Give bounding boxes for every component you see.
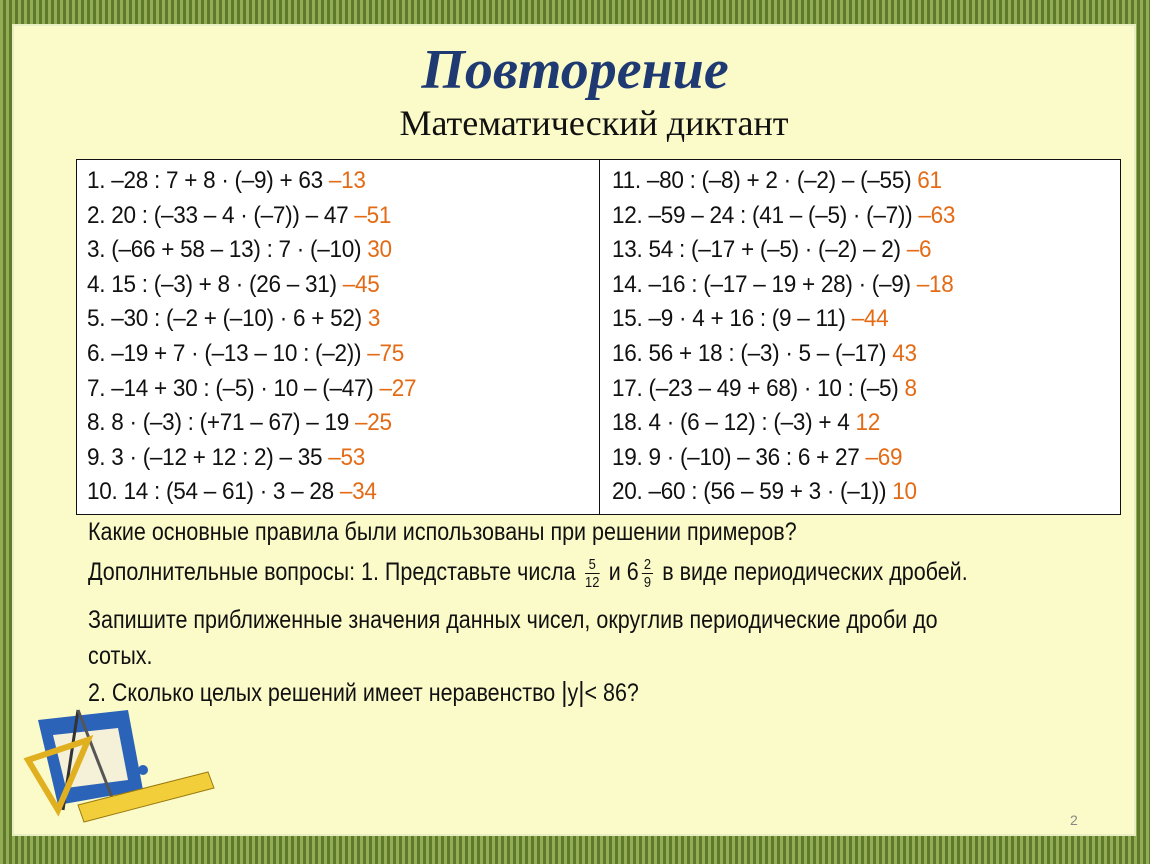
table-row: 15. –9 · 4 + 16 : (9 – 11) –44 xyxy=(612,305,889,333)
table-row: 5. –30 : (–2 + (–10) · 6 + 52) 3 xyxy=(87,305,381,333)
table-column-left xyxy=(77,160,600,514)
pin-icon xyxy=(138,765,148,775)
table-row: 18. 4 · (6 – 12) : (–3) + 4 12 xyxy=(612,409,881,437)
table-column-right xyxy=(600,160,1122,514)
question-fractions: Дополнительные вопросы: 1. Представьте числа $\frac{5}{12}$ и 6 $\frac{2}{9}$ в виде периодических дробей. xyxy=(88,556,968,591)
answer: 8 xyxy=(904,374,917,402)
answer: 12 xyxy=(855,409,881,437)
answer: –44 xyxy=(851,305,889,333)
table-row: 6. –19 + 7 · (–13 – 10 : (–2)) –75 xyxy=(87,339,405,367)
answer: –53 xyxy=(328,443,366,471)
page-number: 2 xyxy=(1070,812,1078,828)
fraction-5-12: $\frac{5}{12}$ xyxy=(585,556,600,591)
table-row: 4. 15 : (–3) + 8 · (26 – 31) –45 xyxy=(87,270,380,298)
fraction-2-9: $\frac{2}{9}$ xyxy=(643,556,652,591)
table-row: 2. 20 : (–33 – 4 · (–7)) – 47 –51 xyxy=(87,201,392,229)
answer: 43 xyxy=(892,339,917,367)
table-row: 19. 9 · (–10) – 36 : 6 + 27 –69 xyxy=(612,443,903,471)
table-row: 20. –60 : (56 – 59 + 3 · (–1)) 10 xyxy=(612,478,917,506)
table-row: 10. 14 : (54 – 61) · 3 – 28 –34 xyxy=(87,478,377,506)
answer: –45 xyxy=(342,270,380,298)
table-row: 3. (–66 + 58 – 13) : 7 · (–10) 30 xyxy=(87,236,392,264)
question-rules: Какие основные правила были использованы при решении примеров? xyxy=(88,518,797,546)
answer: –27 xyxy=(379,374,417,402)
page-subtitle: Математический диктант xyxy=(399,103,789,143)
school-supplies-illustration xyxy=(18,700,218,830)
question-rounding-line2: сотых. xyxy=(88,642,153,670)
answer: 3 xyxy=(367,305,381,333)
answer: –25 xyxy=(354,409,392,437)
question-inequality: 2. Сколько целых решений имеет неравенство |y|< 86? xyxy=(88,676,639,707)
answer: –63 xyxy=(918,201,956,229)
table-row: 11. –80 : (–8) + 2 · (–2) – (–55) 61 xyxy=(612,167,942,194)
table-row: 13. 54 : (–17 + (–5) · (–2) – 2) –6 xyxy=(612,236,932,264)
question-rounding-line1: Запишите приближенные значения данных чисел, округлив периодические дроби до xyxy=(88,606,938,634)
page-title: Повторение xyxy=(421,39,729,101)
answer: 10 xyxy=(892,478,917,506)
answer: –6 xyxy=(906,236,932,264)
table-row: 14. –16 : (–17 – 19 + 28) · (–9) –18 xyxy=(612,270,954,298)
dictation-table xyxy=(76,159,1121,515)
answer: –69 xyxy=(865,443,903,471)
table-row: 16. 56 + 18 : (–3) · 5 – (–17) 43 xyxy=(612,339,917,367)
answer: –13 xyxy=(328,167,366,194)
answer: –75 xyxy=(367,339,405,367)
table-row: 9. 3 · (–12 + 12 : 2) – 35 –53 xyxy=(87,443,366,471)
answer: 30 xyxy=(367,236,392,264)
answer: –34 xyxy=(339,478,377,506)
answer: 61 xyxy=(917,167,942,194)
table-row: 17. (–23 – 49 + 68) · 10 : (–5) 8 xyxy=(612,374,917,402)
table-row: 8. 8 · (–3) : (+71 – 67) – 19 –25 xyxy=(87,409,392,437)
table-row: 1. –28 : 7 + 8 · (–9) + 63 –13 xyxy=(87,167,366,194)
answer: –51 xyxy=(354,201,392,229)
answer: –18 xyxy=(916,270,954,298)
table-row: 12. –59 – 24 : (41 – (–5) · (–7)) –63 xyxy=(612,201,956,229)
table-row: 7. –14 + 30 : (–5) · 10 – (–47) –27 xyxy=(87,374,417,402)
